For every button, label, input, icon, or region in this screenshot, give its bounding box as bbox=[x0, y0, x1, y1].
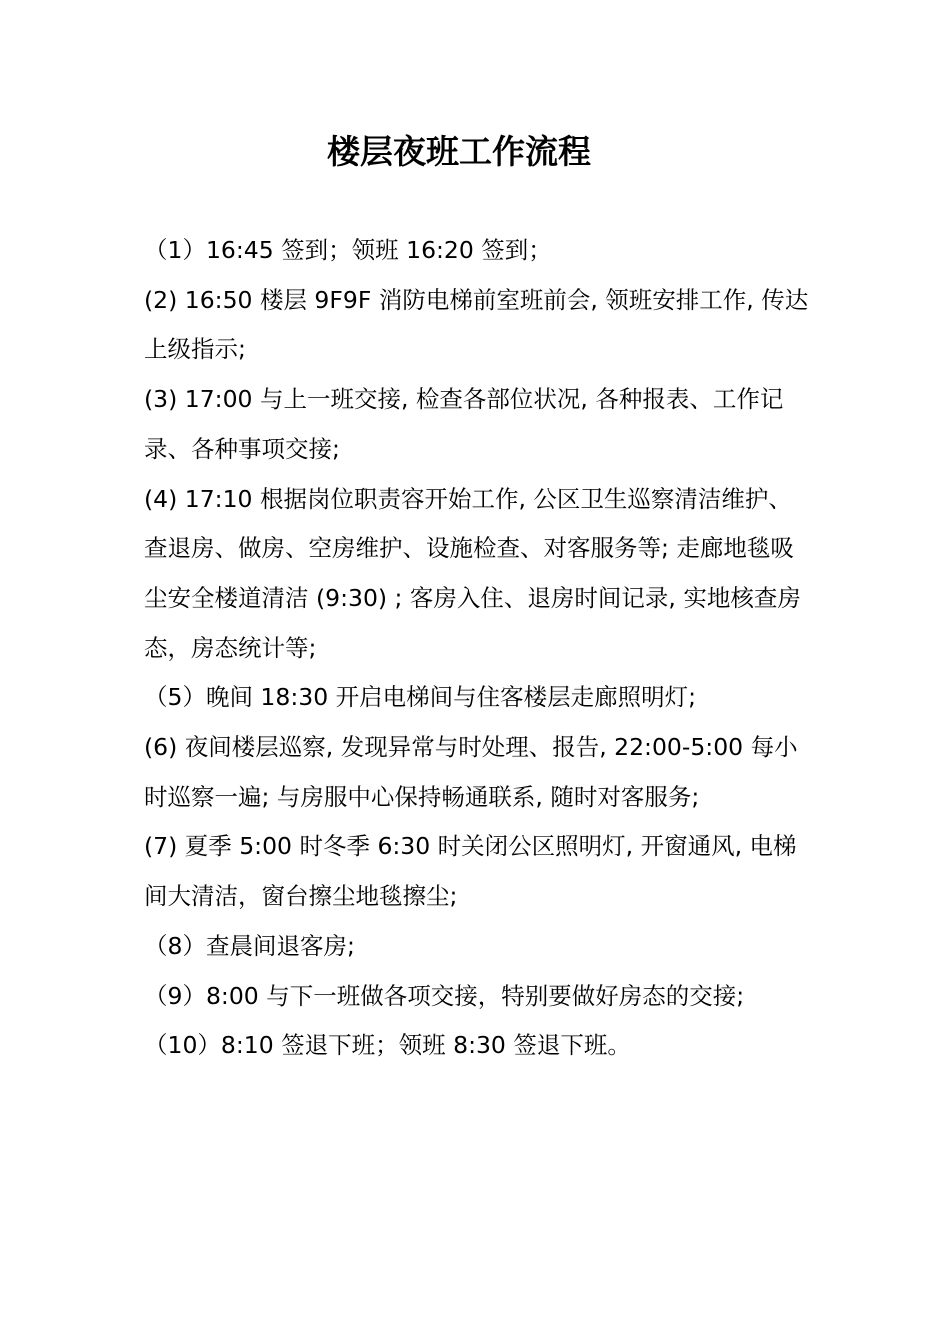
paragraph-8: （8）查晨间退客房; bbox=[144, 931, 355, 960]
document-title: 楼层夜班工作流程 bbox=[327, 132, 591, 171]
paragraph-4: (4) 17:10 根据岗位职责容开始工作, 公区卫生巡察清洁维护、查退房、做房、空房维护、设施检查、对客服务等; 走廊地毯吸尘安全楼道清洁 (9:30) ; 客房入住、退房时间记录, 实地核查房态，房态统计等; bbox=[144, 484, 801, 662]
paragraph-3: (3) 17:00 与上一班交接, 检查各部位状况, 各种报表、工作记录、各种事项交接; bbox=[144, 385, 784, 463]
paragraph-1: （1）16:45 签到；领班 16:20 签到； bbox=[144, 236, 552, 264]
document-body bbox=[144, 226, 812, 1071]
paragraph-5: （5）晚间 18:30 开启电梯间与住客楼层走廊照明灯; bbox=[144, 683, 697, 712]
paragraph-7: (7) 夏季 5:00 时冬季 6:30 时关闭公区照明灯, 开窗通风, 电梯间大清洁，窗台擦尘地毯擦尘; bbox=[144, 832, 797, 911]
paragraph-9: （9）8:00 与下一班做各项交接，特别要做好房态的交接; bbox=[144, 981, 745, 1010]
paragraph-6: (6) 夜间楼层巡察, 发现异常与时处理、报告, 22:00-5:00 每小时巡察一遍; 与房服中心保持畅通联系, 随时对客服务; bbox=[144, 733, 798, 811]
paragraph-10: （10）8:10 签退下班；领班 8:30 签退下班。 bbox=[144, 1031, 631, 1060]
paragraph-2: (2) 16:50 楼层 9F9F 消防电梯前室班前会, 领班安排工作, 传达上级指示; bbox=[144, 285, 809, 364]
